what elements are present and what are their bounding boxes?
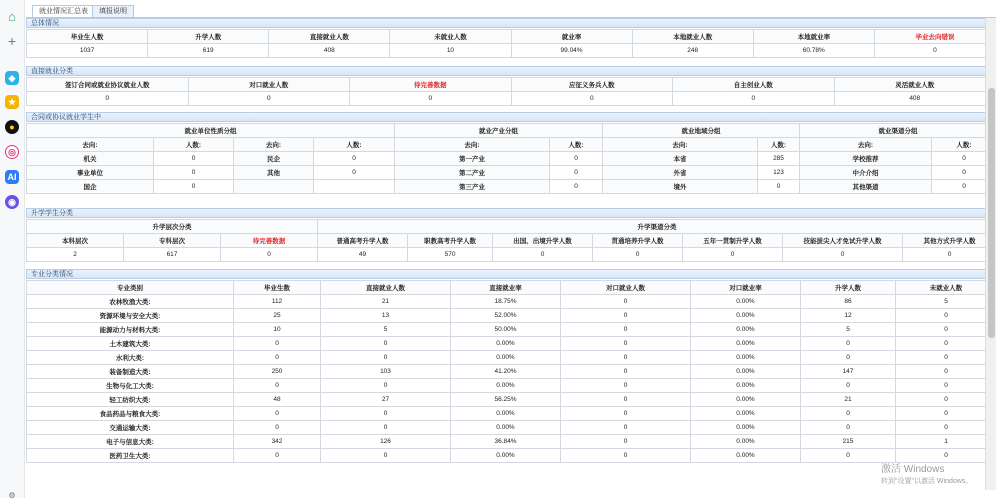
major-value: 112	[234, 295, 321, 309]
tab-bar	[26, 5, 996, 18]
major-header: 对口就业人数	[561, 281, 691, 295]
overall-value: 0	[874, 44, 995, 58]
major-value: 18.75%	[451, 295, 561, 309]
major-value: 5	[321, 323, 451, 337]
direct-value: 0	[511, 92, 673, 106]
major-value: 0	[234, 449, 321, 463]
major-category: 生物与化工大类:	[27, 379, 234, 393]
further-header: 职教高考升学人数	[408, 234, 493, 248]
table-row	[27, 337, 997, 351]
watermark-line1: 激活 Windows	[881, 464, 945, 475]
overall-header: 毕业生人数	[27, 30, 148, 44]
overall-header: 直接就业人数	[269, 30, 390, 44]
further-header: 出国、出境升学人数	[493, 234, 593, 248]
direct-value: 0	[188, 92, 350, 106]
col-count: 人数:	[550, 138, 603, 152]
major-value: 0	[234, 337, 321, 351]
app-icon-pink[interactable]: ◎	[5, 145, 19, 159]
further-header: 技能拔尖人才免试升学人数	[783, 234, 903, 248]
major-value: 147	[801, 365, 896, 379]
major-value: 41.20%	[451, 365, 561, 379]
direct-value: 0	[350, 92, 512, 106]
table-row	[27, 166, 997, 180]
col-direction: 去向:	[27, 138, 154, 152]
table-row	[27, 309, 997, 323]
further-value: 0	[493, 248, 593, 262]
overall-header: 未就业人数	[390, 30, 511, 44]
overall-value: 1037	[27, 44, 148, 58]
vertical-scrollbar[interactable]	[985, 18, 996, 490]
major-header: 升学人数	[801, 281, 896, 295]
group-channel: 就业渠道分组	[800, 124, 997, 138]
further-header: 其他方式升学人数	[903, 234, 996, 248]
major-category: 食品药品与粮食大类:	[27, 407, 234, 421]
cell-value: 0	[932, 152, 997, 166]
major-value: 0	[896, 351, 997, 365]
add-icon[interactable]: +	[7, 33, 17, 49]
group-level: 升学层次分类	[27, 220, 318, 234]
major-header: 对口就业率	[691, 281, 801, 295]
table-row	[27, 152, 997, 166]
further-header: 普通高考升学人数	[318, 234, 408, 248]
major-value: 27	[321, 393, 451, 407]
major-value: 0	[896, 449, 997, 463]
major-category: 电子与信息大类:	[27, 435, 234, 449]
cell-value: 0	[314, 166, 395, 180]
major-table	[26, 280, 996, 463]
major-value: 0	[801, 407, 896, 421]
col-direction: 去向:	[603, 138, 758, 152]
col-direction: 去向:	[395, 138, 550, 152]
col-direction: 去向:	[800, 138, 932, 152]
table-row	[27, 449, 997, 463]
cell-label: 机关	[27, 152, 154, 166]
cell-value: 0	[154, 180, 234, 194]
major-value: 103	[321, 365, 451, 379]
major-value: 0	[801, 337, 896, 351]
home-icon[interactable]: ⌂	[8, 8, 16, 24]
major-value: 0	[896, 379, 997, 393]
major-value: 0	[561, 295, 691, 309]
further-value: 2	[27, 248, 124, 262]
major-value: 5	[896, 295, 997, 309]
major-value: 0	[234, 351, 321, 365]
further-header: 五年一贯制升学人数	[683, 234, 783, 248]
overall-value: 60.78%	[753, 44, 874, 58]
cell-label: 境外	[603, 180, 758, 194]
major-value: 0	[561, 421, 691, 435]
major-value: 0.00%	[451, 449, 561, 463]
direct-header: 签订合同或就业协议就业人数	[27, 78, 189, 92]
major-value: 0	[801, 379, 896, 393]
cell-value: 0	[932, 166, 997, 180]
major-value: 0	[561, 379, 691, 393]
further-header: 专科层次	[124, 234, 221, 248]
major-value: 21	[801, 393, 896, 407]
major-category: 能源动力与材料大类:	[27, 323, 234, 337]
major-value: 48	[234, 393, 321, 407]
section-direct: 直接就业分类	[26, 66, 996, 76]
major-value: 0	[561, 337, 691, 351]
major-value: 0	[801, 421, 896, 435]
group-region: 就业地域分组	[603, 124, 800, 138]
table-row	[27, 435, 997, 449]
cell-label: 事业单位	[27, 166, 154, 180]
major-value: 0	[561, 365, 691, 379]
cell-label: 其他渠道	[800, 180, 932, 194]
star-icon[interactable]: ★	[5, 95, 19, 109]
further-table	[26, 219, 996, 262]
cell-value	[314, 180, 395, 194]
major-value: 0	[896, 337, 997, 351]
major-value: 50.00%	[451, 323, 561, 337]
major-category: 交通运输大类:	[27, 421, 234, 435]
major-value: 342	[234, 435, 321, 449]
major-value: 5	[801, 323, 896, 337]
major-value: 0	[896, 309, 997, 323]
further-header: 贯通培养升学人数	[593, 234, 683, 248]
section-overall: 总体情况	[26, 18, 996, 28]
major-value: 250	[234, 365, 321, 379]
app-icon-assistant[interactable]: ◉	[5, 195, 19, 209]
major-value: 0	[321, 337, 451, 351]
major-value: 126	[321, 435, 451, 449]
section-major: 专业分类情况	[26, 269, 996, 279]
overall-header: 本地就业率	[753, 30, 874, 44]
major-value: 0.00%	[691, 407, 801, 421]
cell-value: 285	[758, 152, 800, 166]
major-value: 0.00%	[451, 407, 561, 421]
table-row	[27, 295, 997, 309]
major-value: 0	[561, 407, 691, 421]
cell-value: 0	[550, 152, 603, 166]
major-value: 0	[321, 351, 451, 365]
table-row	[27, 323, 997, 337]
cell-label: 外省	[603, 166, 758, 180]
further-header-pending[interactable]: 待完善数据	[221, 234, 318, 248]
major-value: 0	[896, 407, 997, 421]
major-value: 0.00%	[691, 295, 801, 309]
major-header: 直接就业率	[451, 281, 561, 295]
major-value: 0.00%	[691, 309, 801, 323]
major-value: 12	[801, 309, 896, 323]
cell-value: 0	[314, 152, 395, 166]
major-header: 未就业人数	[896, 281, 997, 295]
major-category: 资源环境与安全大类:	[27, 309, 234, 323]
major-value: 36.84%	[451, 435, 561, 449]
direct-value: 0	[673, 92, 835, 106]
major-category: 土木建筑大类:	[27, 337, 234, 351]
cell-value: 0	[758, 180, 800, 194]
col-direction: 去向:	[234, 138, 314, 152]
major-value: 0	[896, 365, 997, 379]
cell-label: 中介介绍	[800, 166, 932, 180]
direct-header-pending[interactable]: 待完善数据	[350, 78, 512, 92]
group-industry: 就业产业分组	[395, 124, 603, 138]
overall-value: 408	[269, 44, 390, 58]
major-value: 0	[896, 421, 997, 435]
major-header: 专业类别	[27, 281, 234, 295]
further-value: 0	[683, 248, 783, 262]
col-count: 人数:	[154, 138, 234, 152]
major-value: 0.00%	[691, 421, 801, 435]
major-value: 0.00%	[691, 435, 801, 449]
major-value: 13	[321, 309, 451, 323]
overall-header-error[interactable]: 毕业去向错误	[874, 30, 995, 44]
major-value: 0.00%	[691, 351, 801, 365]
overall-table	[26, 29, 996, 58]
major-category: 装备制造大类:	[27, 365, 234, 379]
ai-icon[interactable]: AI	[5, 170, 19, 184]
cell-label: 其他	[234, 166, 314, 180]
cell-label: 国企	[27, 180, 154, 194]
direct-header: 自主创业人数	[673, 78, 835, 92]
major-category: 医药卫生大类:	[27, 449, 234, 463]
cell-value: 0	[154, 166, 234, 180]
scrollbar-thumb[interactable]	[988, 88, 995, 338]
further-value: 49	[318, 248, 408, 262]
major-category: 水利大类:	[27, 351, 234, 365]
contract-table	[26, 123, 996, 194]
direct-header: 灵活就业人数	[834, 78, 996, 92]
major-value: 0.00%	[691, 365, 801, 379]
cell-label: 第二产业	[395, 166, 550, 180]
major-category: 轻工纺织大类:	[27, 393, 234, 407]
major-value: 0.00%	[691, 449, 801, 463]
table-row	[27, 248, 997, 262]
section-further: 升学学生分类	[26, 208, 996, 218]
cell-value: 0	[154, 152, 234, 166]
col-count: 人数:	[932, 138, 997, 152]
major-value: 52.00%	[451, 309, 561, 323]
further-value: 0	[903, 248, 996, 262]
settings-icon[interactable]: ⚙	[8, 490, 16, 500]
direct-table	[26, 77, 996, 106]
watermark-line2: 转到"设置"以激活 Windows。	[881, 478, 973, 485]
major-value: 0	[896, 393, 997, 407]
windows-activation-watermark	[881, 460, 972, 486]
cell-label: 本省	[603, 152, 758, 166]
cell-label: 民企	[234, 152, 314, 166]
major-header: 毕业生数	[234, 281, 321, 295]
major-value: 215	[801, 435, 896, 449]
cell-label	[234, 180, 314, 194]
col-count: 人数:	[314, 138, 395, 152]
cell-label: 第一产业	[395, 152, 550, 166]
major-value: 86	[801, 295, 896, 309]
major-value: 0.00%	[451, 421, 561, 435]
major-value: 0.00%	[691, 323, 801, 337]
major-value: 0.00%	[691, 379, 801, 393]
group-channel-further: 升学渠道分类	[318, 220, 996, 234]
direct-header: 应征义务兵人数	[511, 78, 673, 92]
tab-instructions[interactable]: 填报说明	[92, 5, 134, 17]
direct-value: 0	[27, 92, 189, 106]
major-value: 0	[234, 421, 321, 435]
further-value: 0	[593, 248, 683, 262]
major-value: 56.25%	[451, 393, 561, 407]
major-value: 0.00%	[451, 351, 561, 365]
major-value: 0	[561, 449, 691, 463]
cell-value: 0	[550, 166, 603, 180]
major-value: 0	[561, 323, 691, 337]
direct-value: 408	[834, 92, 996, 106]
major-value: 25	[234, 309, 321, 323]
major-value: 0	[234, 407, 321, 421]
col-count: 人数:	[758, 138, 800, 152]
major-value: 21	[321, 295, 451, 309]
overall-header: 升学人数	[148, 30, 269, 44]
table-row	[27, 365, 997, 379]
further-value: 617	[124, 248, 221, 262]
major-value: 10	[234, 323, 321, 337]
overall-value: 619	[148, 44, 269, 58]
major-value: 0	[801, 351, 896, 365]
cell-value: 0	[932, 180, 997, 194]
cell-value: 0	[550, 180, 603, 194]
overall-value: 10	[390, 44, 511, 58]
cell-value: 123	[758, 166, 800, 180]
app-sidebar	[0, 0, 25, 498]
major-value: 0	[561, 351, 691, 365]
further-value: 0	[221, 248, 318, 262]
table-row	[27, 421, 997, 435]
group-unit-nature: 就业单位性质分组	[27, 124, 395, 138]
tab-summary[interactable]: 就业情况汇总表	[32, 5, 95, 17]
major-value: 0	[321, 421, 451, 435]
further-value: 570	[408, 248, 493, 262]
major-value: 0	[321, 449, 451, 463]
major-value: 0	[321, 379, 451, 393]
direct-header: 对口就业人数	[188, 78, 350, 92]
main-content	[26, 0, 996, 498]
cell-label: 学校推荐	[800, 152, 932, 166]
further-header: 本科层次	[27, 234, 124, 248]
section-contract: 合同或协议就业学生中	[26, 112, 996, 122]
further-value: 0	[783, 248, 903, 262]
major-value: 0	[321, 407, 451, 421]
major-value: 0	[896, 323, 997, 337]
major-value: 0	[561, 309, 691, 323]
major-value: 1	[896, 435, 997, 449]
major-category: 农林牧渔大类:	[27, 295, 234, 309]
major-header: 直接就业人数	[321, 281, 451, 295]
major-value: 0	[561, 435, 691, 449]
major-value: 0.00%	[691, 337, 801, 351]
table-row	[27, 407, 997, 421]
table-row	[27, 379, 997, 393]
overall-value: 99.04%	[511, 44, 632, 58]
overall-header: 就业率	[511, 30, 632, 44]
major-value: 0	[561, 393, 691, 407]
major-value: 0.00%	[691, 393, 801, 407]
overall-value: 248	[632, 44, 753, 58]
major-value: 0	[801, 449, 896, 463]
major-value: 0.00%	[451, 337, 561, 351]
table-row	[27, 393, 997, 407]
table-row	[27, 351, 997, 365]
overall-header: 本地就业人数	[632, 30, 753, 44]
table-row	[27, 180, 997, 194]
major-value: 0.00%	[451, 379, 561, 393]
app-icon-chat[interactable]: ◈	[5, 71, 19, 85]
app-icon-bot[interactable]: ●	[5, 120, 19, 134]
major-value: 0	[234, 379, 321, 393]
cell-label: 第三产业	[395, 180, 550, 194]
